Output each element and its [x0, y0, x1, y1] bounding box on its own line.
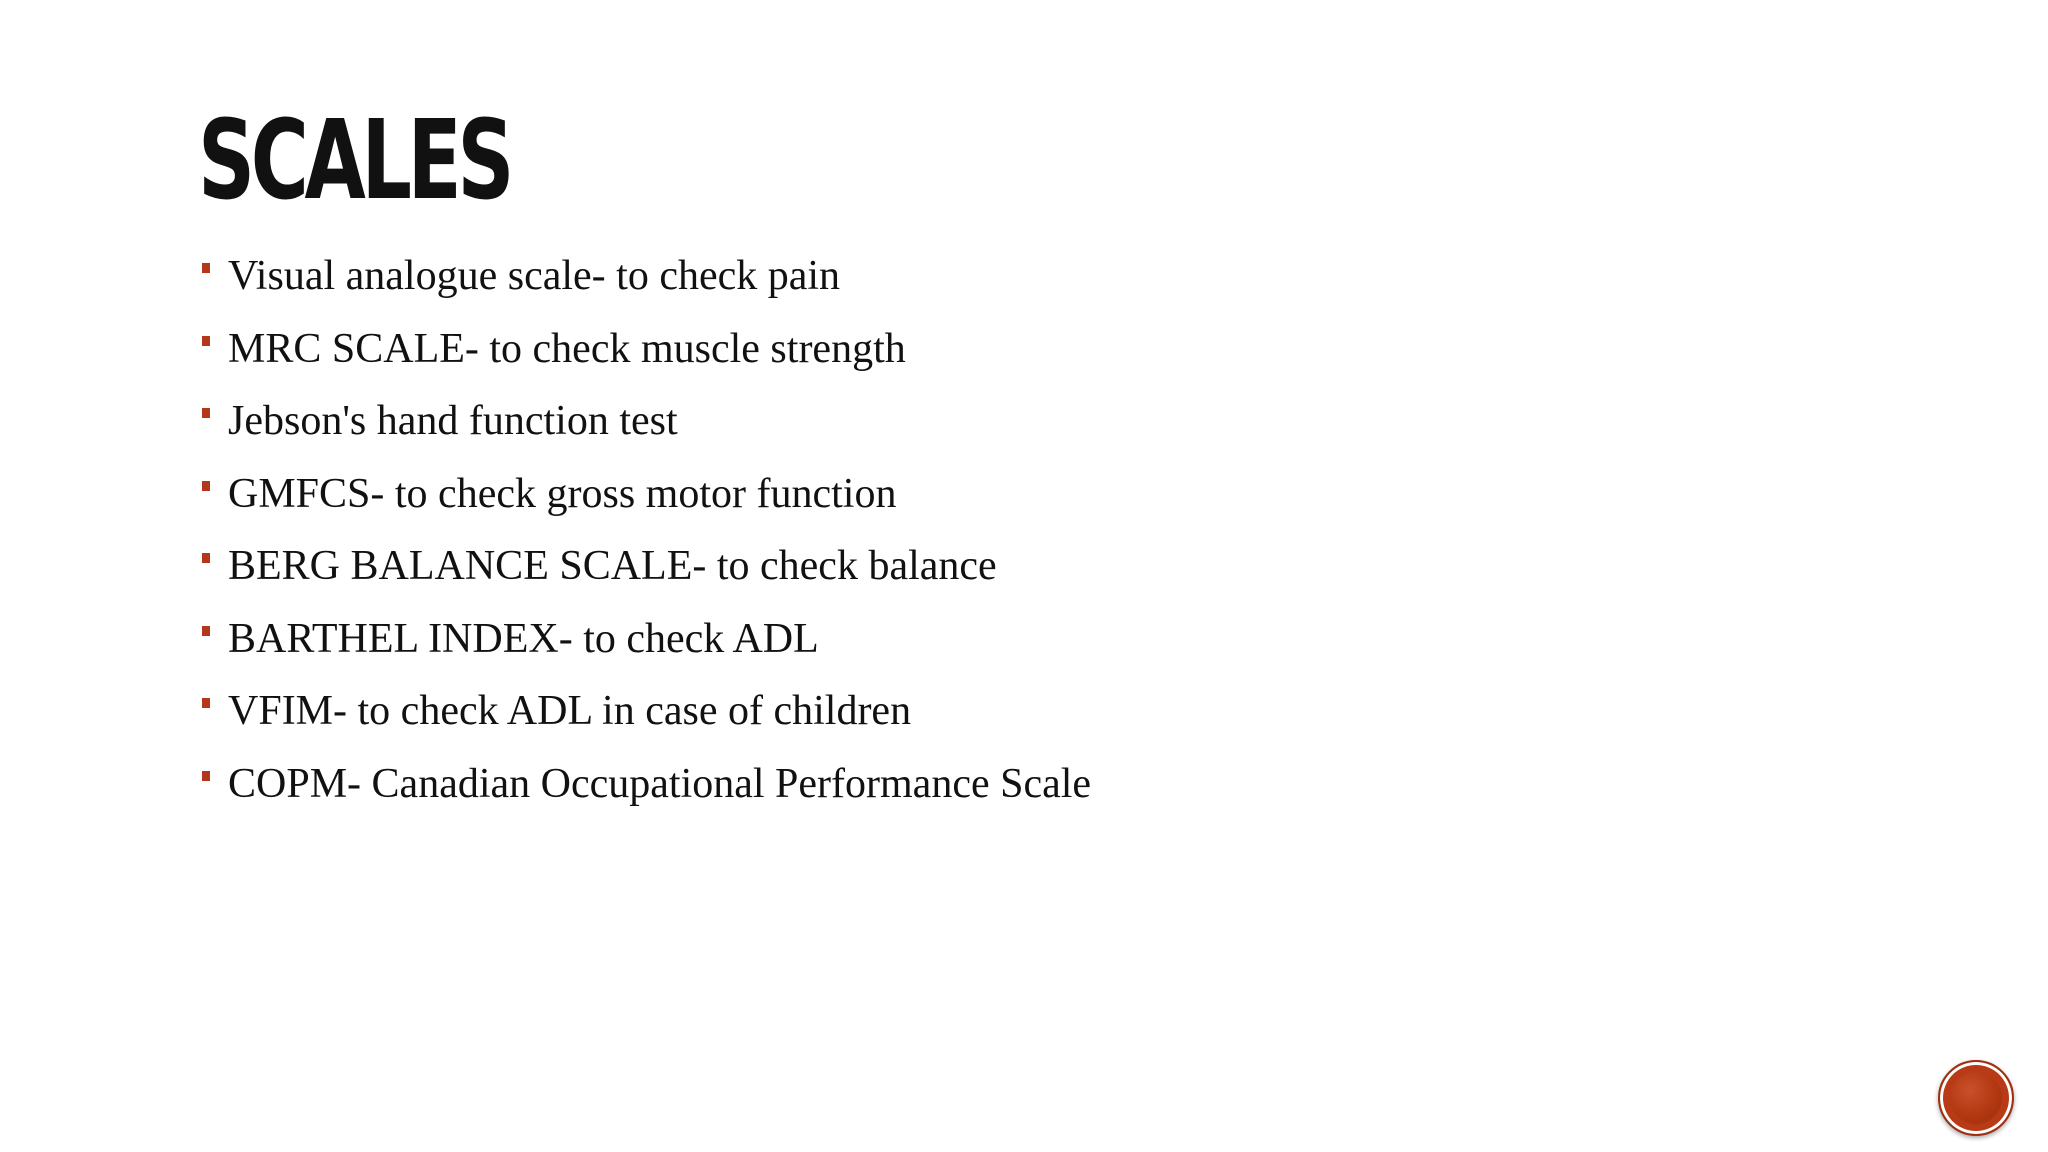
- square-bullet-icon: [202, 481, 210, 491]
- bullet-text: Jebson's hand function test: [228, 398, 678, 444]
- bullet-text: Visual analogue scale- to check pain: [228, 253, 841, 299]
- bullet-item: [200, 611, 1091, 684]
- bullet-item: [200, 756, 1091, 829]
- bullet-list: [200, 248, 1091, 828]
- bullet-text: GMFCS- to check gross motor function: [228, 470, 897, 517]
- square-bullet-icon: [202, 553, 210, 563]
- bullet-text: MRC SCALE- to check muscle strength: [228, 325, 906, 372]
- bullet-text: COPM- Canadian Occupational Performance Scale: [228, 760, 1092, 807]
- bullet-item: [200, 393, 1091, 466]
- slide-title: SCALES: [198, 96, 511, 224]
- circle-nav-button-icon[interactable]: [1938, 1060, 2014, 1136]
- bullet-item: [200, 683, 1091, 756]
- square-bullet-icon: [202, 771, 210, 781]
- bullet-text: BERG BALANCE SCALE- to check balance: [228, 543, 997, 589]
- square-bullet-icon: [202, 626, 210, 636]
- bullet-item: [200, 321, 1091, 394]
- bullet-text: BARTHEL INDEX- to check ADL: [228, 615, 819, 662]
- square-bullet-icon: [202, 336, 210, 346]
- bullet-text: VFIM- to check ADL in case of children: [228, 688, 912, 734]
- bullet-item: [200, 248, 1091, 321]
- square-bullet-icon: [202, 263, 210, 273]
- square-bullet-icon: [202, 698, 210, 708]
- bullet-item: [200, 466, 1091, 539]
- square-bullet-icon: [202, 408, 210, 418]
- bullet-item: [200, 538, 1091, 611]
